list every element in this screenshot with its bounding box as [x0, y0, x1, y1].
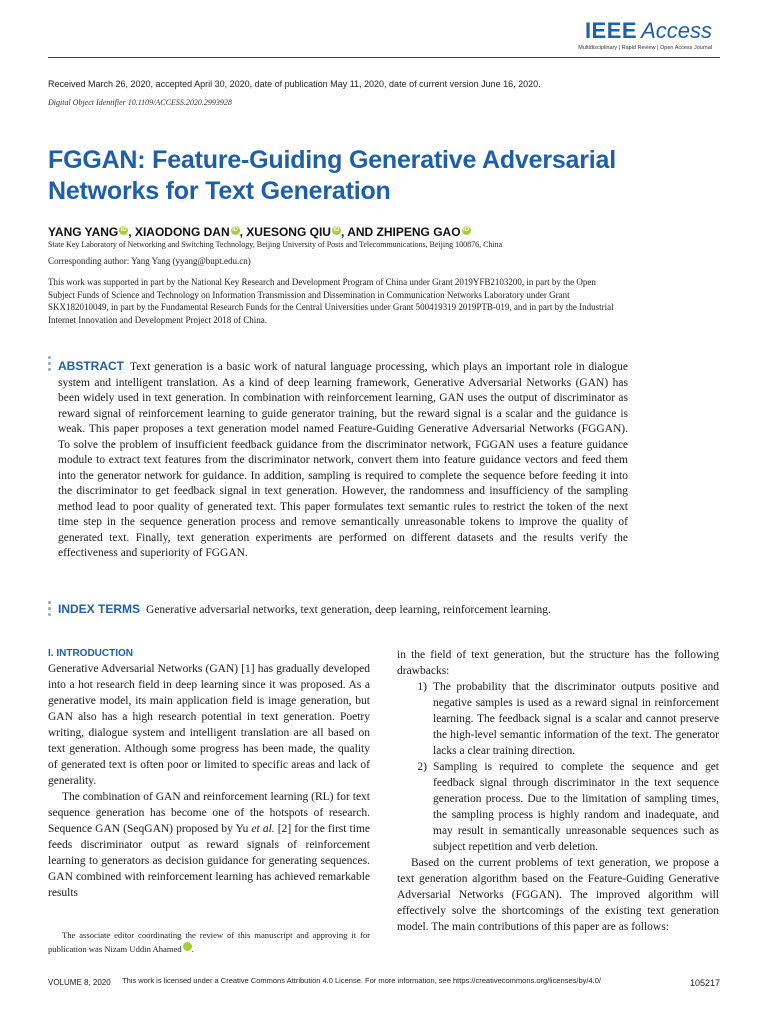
index-terms: [58, 602, 658, 618]
received-dates: Received March 26, 2020, accepted April 30, 2020, date of publication May 11, 2020, date of current version June 16, 2020.: [48, 79, 541, 89]
doi-line: Digital Object Identifier 10.1109/ACCESS.2020.2993928: [48, 98, 232, 107]
license-text[interactable]: This work is licensed under a Creative Commons Attribution 4.0 License. For more information, see https://creativecommons.org/licenses/by/4.0/: [122, 976, 601, 985]
logo-ieee: IEEE: [584, 18, 638, 43]
list-item: [397, 679, 719, 759]
author-4: , AND ZHIPENG GAO: [340, 225, 461, 239]
funding-statement: This work was supported in part by the National Key Research and Development Program of China under Grant 2019YFB2103200, in part by the Open Subject Funds of Science and Technology on Information Transmission and Dissemination in Communication Networks Laboratory under Grant SKX182010049, in part by the Fundamental Research Funds for the Central Universities under Grant 500419319 2019PTB-019, and in part by the Industrial Internet Innovation and Development Project 2018 of China.: [48, 277, 614, 325]
orcid-icon[interactable]: iD: [333, 227, 340, 233]
footnote-text: The associate editor coordinating the review of this manuscript and approving it for publication was Nizam Uddin Ahamed: [48, 930, 370, 954]
intro-p2-after: [2] for the first time feeds discriminator output as reward signals of reinforcement learning to generators as decision guidance for generating sequences. GAN combined with reinforcement learning has achieved remarkable results: [48, 823, 370, 899]
intro-p2-before: The combination of GAN and reinforcement learning (RL) for text sequence generation has become one of the hotspots of research. Sequence GAN (SeqGAN) proposed by Yu: [48, 791, 370, 835]
author-2: , XIAODONG DAN: [128, 225, 230, 239]
left-column: [48, 647, 370, 901]
list-text: Sampling is required to complete the sequence and get feedback signal through discriminator in the text sequence generation process. Due to the limitation of sampling times, the sampling process is highly random and inadequate, and may result in semantically unreasonable sequences such as subject repetition and verb deletion.: [433, 761, 719, 853]
list-number: 2): [417, 761, 427, 773]
title-line-2: Networks for Text Generation: [48, 177, 391, 205]
journal-logo: [578, 18, 712, 51]
index-terms-marker-icon: [48, 601, 51, 619]
right-paragraph-2: Based on the current problems of text generation, we propose a text generation algorithm based on the Feature-Guiding Generative Adversarial Networks (FGGAN). The improved algorithm will effectively solve the shortcomings of the existing text generation model. The main contributions of this paper are as follows:: [397, 857, 719, 933]
logo-access: Access: [641, 18, 712, 43]
page-footer: [48, 976, 720, 992]
intro-paragraph-1: Generative Adversarial Networks (GAN) [1] has gradually developed into a hot research field in deep learning since it was proposed. As a generative model, its main application field is image generation, but GAN also has a high research potential in text generation. Poetry writing, dialogue system and intelligent translation are all based on text generation. Although some progress has been made, the quality of generated text is often poor or limited to specific areas and lack of generality.: [48, 663, 370, 787]
editor-footnote: [48, 928, 370, 956]
abstract-label: ABSTRACT: [58, 359, 124, 373]
corresponding-author: Corresponding author: Yang Yang (yyang@bupt.edu.cn): [48, 256, 251, 266]
header-rule: [48, 57, 720, 58]
list-item: [397, 759, 719, 855]
list-text: The probability that the discriminator outputs positive and negative samples is used as a reward signal in reinforcement learning. The feedback signal is a scalar and cannot preserve the high-level semantic information of the text. The generator lacks a clear training direction.: [433, 681, 719, 757]
right-column: [397, 647, 719, 935]
orcid-icon[interactable]: iD: [232, 227, 239, 233]
author-1: YANG YANG: [48, 225, 119, 239]
intro-paragraph-2: [48, 789, 370, 901]
abstract-block: [58, 359, 628, 562]
author-3: , XUESONG QIU: [239, 225, 331, 239]
volume-label: VOLUME 8, 2020: [48, 978, 111, 987]
index-terms-text: Generative adversarial networks, text generation, deep learning, reinforcement learning.: [146, 604, 551, 616]
orcid-icon[interactable]: iD: [463, 227, 470, 233]
page-number: 105217: [689, 978, 720, 988]
affiliation: State Key Laboratory of Networking and Switching Technology, Beijing University of Posts and Telecommunications, Beijing 100876, China: [48, 240, 503, 249]
author-list: [48, 225, 471, 239]
abstract-text: Text generation is a basic work of natural language processing, which plays an important role in dialogue system and intelligent translation. As a kind of deep learning framework, Generative Adversarial Networks (GAN) has been widely used in text generation. In combination with reinforcement learning, GAN uses the output of discriminator as reward signal of reinforcement learning to guide generator training, but the reward signal is a scalar and the guidance is weak. This paper proposes a text generation model named Feature-Guiding Generative Adversarial Networks (FGGAN). To solve the problem of insufficient feedback guidance from the discriminator network, FGGAN uses a feature guidance module to extract text features from the discriminator network, convert them into feature guidance vectors and feed them into the generator network for guidance. In addition, sampling is required to complete the sequence before feeding it into the discriminator to get feedback signal in text generation. However, the randomness and insufficiency of the sampling method lead to poor quality of generated text. This paper formulates text semantic rules to restrict the token of the next time step in the sequence generation process and remove semantically unreasonable tokens to improve the quality of generated text. Finally, text generation experiments are performed on different datasets and the results verify the effectiveness and superiority of FGGAN.: [58, 361, 628, 559]
logo-tagline: Multidisciplinary | Rapid Review | Open Access Journal: [578, 45, 712, 51]
orcid-icon[interactable]: iD: [120, 227, 127, 233]
index-terms-label: INDEX TERMS: [58, 602, 141, 616]
abstract-marker-icon: [48, 356, 51, 374]
title-line-1: FGGAN: Feature-Guiding Generative Adversarial: [48, 146, 616, 174]
paper-title: [48, 145, 688, 207]
list-number: 1): [417, 681, 427, 693]
footnote-end: .: [191, 944, 194, 954]
right-paragraph-1: in the field of text generation, but the structure has the following drawbacks:: [397, 649, 719, 677]
intro-p2-etal: et al.: [251, 823, 275, 835]
section-heading: I. INTRODUCTION: [48, 648, 133, 659]
orcid-icon[interactable]: iD: [183, 942, 192, 951]
